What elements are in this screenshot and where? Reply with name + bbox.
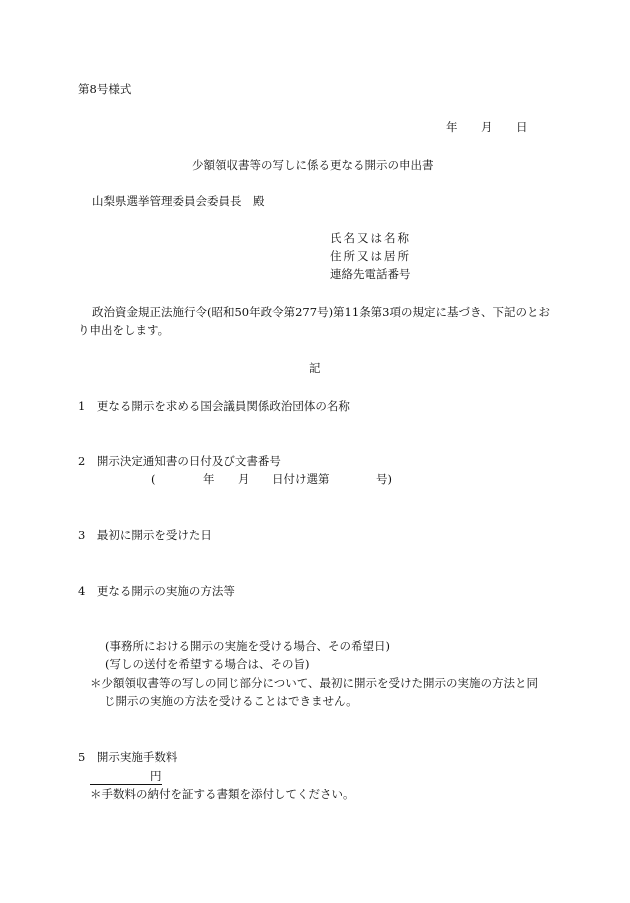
item-2-year-label: 年 — [203, 472, 215, 486]
addressee: 山梨県選挙管理委員会委員長 殿 — [92, 194, 265, 208]
fee-amount-blank — [90, 768, 150, 785]
item-4-label: 4 更なる開示の実施の方法等 — [78, 584, 235, 598]
item-2-number-label: 号) — [376, 472, 392, 486]
item-5-caution: ＊手数料の納付を証する書類を添付してください。 — [90, 787, 355, 801]
item-2-month-label: 月 — [238, 472, 250, 486]
intro-line-1: 政治資金規正法施行令(昭和50年政令第277号)第11条第3項の規定に基づき、下記のとお — [92, 305, 551, 319]
item-2-open-paren: ( — [151, 472, 156, 486]
date-day-label: 日 — [516, 120, 528, 134]
applicant-address-label: 住所又は居所 — [330, 249, 411, 263]
date-month-label: 月 — [481, 120, 493, 134]
fee-amount-line — [90, 768, 162, 785]
item-4-note-1: (事務所における開示の実施を受ける場合、その希望日) — [105, 639, 390, 653]
ki-heading: 記 — [309, 361, 321, 375]
page-title: 少額領収書等の写しに係る更なる開示の申出書 — [192, 158, 434, 172]
item-4-note-2: (写しの送付を希望する場合は、その旨) — [105, 657, 310, 671]
item-4-caution-line-1: ＊少額領収書等の写しの同じ部分について、最初に開示を受けた開示の実施の方法と同 — [90, 676, 539, 690]
applicant-phone-label: 連絡先電話番号 — [330, 267, 411, 281]
item-2-label: 2 開示決定通知書の日付及び文書番号 — [78, 454, 281, 468]
date-year-label: 年 — [446, 120, 458, 134]
item-3-label: 3 最初に開示を受けた日 — [78, 528, 212, 542]
item-2-day-label: 日付け選第 — [272, 472, 330, 486]
form-number: 第8号様式 — [78, 82, 132, 96]
applicant-name-label: 氏名又は名称 — [330, 231, 411, 245]
item-4-caution-line-2: じ開示の実施の方法を受けることはできません。 — [104, 694, 358, 708]
item-1-label: 1 更なる開示を求める国会議員関係政治団体の名称 — [78, 399, 350, 413]
item-5-label: 5 開示実施手数料 — [78, 750, 178, 764]
intro-line-2: り申出をします。 — [78, 323, 170, 337]
yen-label: 円 — [150, 769, 162, 783]
